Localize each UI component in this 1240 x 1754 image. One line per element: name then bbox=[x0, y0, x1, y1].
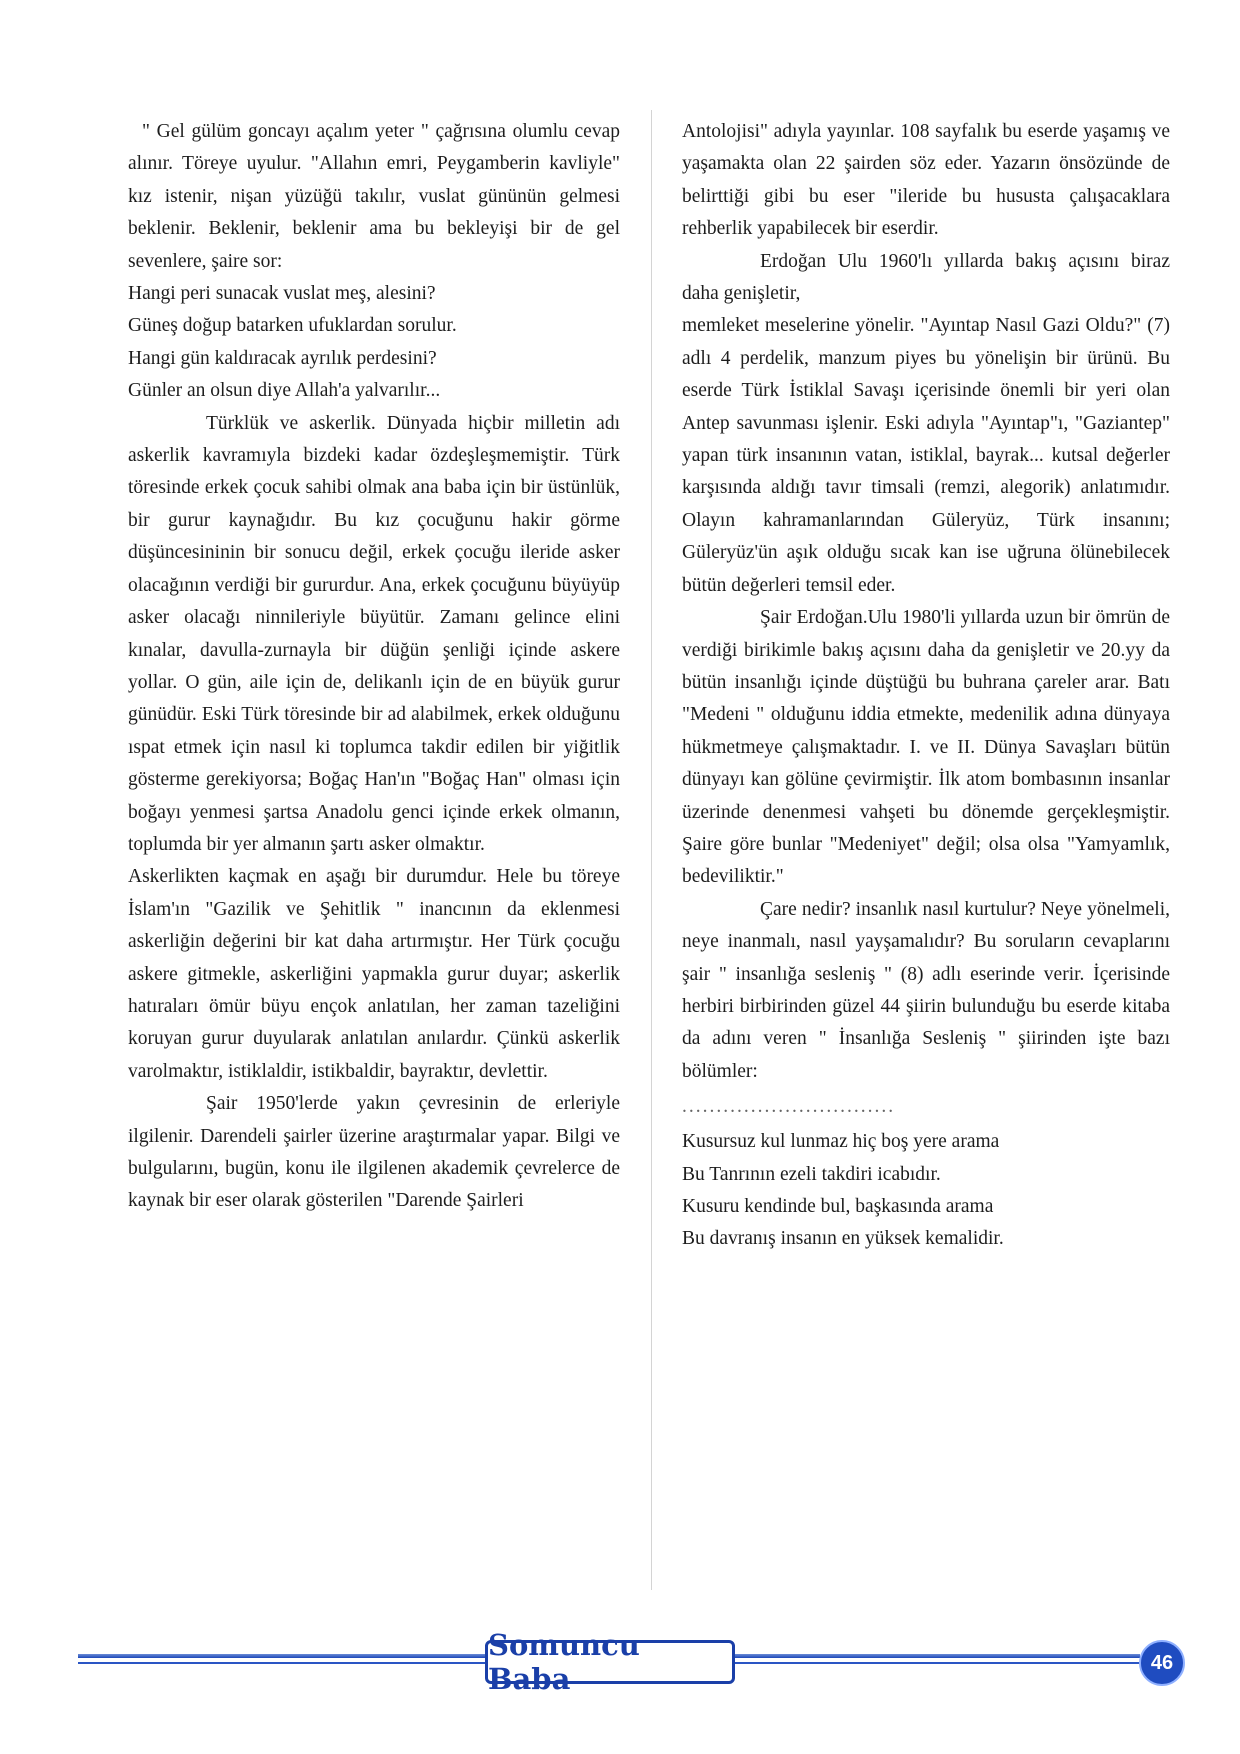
paragraph: Antolojisi" adıyla yayınlar. 108 sayfalık bu eserde yaşamış ve yaşamakta olan 22 şairden söz eder. Yazarın önsözünde de belirttiği gibi bu eser "ileride bu hususta çalışacaklara rehberlik yapabilecek bir eserdir. bbox=[682, 121, 1170, 240]
poem-line: Hangi gün kaldıracak ayrılık perdesini? bbox=[128, 347, 437, 369]
paragraph: Şair 1950'lerde yakın çevresinin de erleriyle ilgilenir. Darendeli şairler üzerine araştırmalar yapar. Bilgi ve bulgularını, bugün, konu ile ilgilenen akademik çevrelerce de kaynak bir eser olarak gösterilen "Darende Şairleri bbox=[128, 1093, 620, 1212]
paragraph: Türklük ve askerlik. Dünyada hiçbir milletin adı askerlik kavramıyla bizdeki kadar özdeşleşmemiştir. Türk töresinde erkek çocuk sahibi olmak ana baba için bir üstünlük, bir gurur kaynağıdır. Bu kız çocuğunu hakir görme düşüncesininin bir sonucu değil, erkek çocuğu ileride asker olacağının verdiği bir gururdur. Ana, erkek çocuğunu büyüyüp asker olacağı ninnileriyle büyütür. Zamanı gelince elini kınalar, davulla-zurnayla bir düğün şenliği içinde askere yollar. O gün, aile için de, delikanlı için de en büyük gurur günüdür. Eski Türk töresinde bir ad alabilmek, erkek olduğunu ıspat etmek için nasıl ki toplumca takdir edilen bir yiğitlik gösterme gerekiyorsa; Boğaç Han'ın "Boğaç Han" olması için boğayı yenmesi şartsa Anadolu genci içinde erkek olmanın, toplumda bir yer almanın şartı asker olmaktır. bbox=[128, 412, 620, 855]
poem-line: Kusuru kendinde bul, başkasında arama bbox=[682, 1196, 994, 1217]
paragraph: Çare nedir? insanlık nasıl kurtulur? Neye yönelmeli, neye inanmalı, nasıl yayşamalıdır? Bu soruların cevaplarını şair " insanlığa sesleniş " (8) adlı eserinde verir. İçerisinde herbiri birbirinden güzel 44 şiirin bulunduğu bu eserde kitaba da adını veren " İnsanlığa Sesleniş " şiirinden işte bazı bölümler: bbox=[682, 898, 1170, 1082]
poem-line: Bu Tanrının ezeli takdiri icabıdır. bbox=[682, 1163, 941, 1185]
right-column bbox=[682, 116, 1170, 1256]
poem-line: Hangi peri sunacak vuslat meş, alesini? bbox=[128, 283, 436, 305]
paragraph: memleket meselerine yönelir. "Ayıntap Nasıl Gazi Oldu?" (7) adlı 4 perdelik, manzum piyes bu yönelişin bir ürünü. Bu eserde Türk İstiklal Savaşı içerisinde önemli bir yeri olan Antep savunması işlenir. Eski adıyla "Ayıntap"ı, "Gaziantep" yapan türk insanının vatan, istiklal, bayrak... kutsal değerler karşısında aldığı tavır timsali (remzi, alegorik) anlatımıdır. Olayın kahramanlarından Güleryüz, Türk insanını; Güleryüz'ün aşık olduğu sıcak kan ise uğruna ölünebilecek bütün değerleri temsil eder. bbox=[682, 315, 1170, 596]
brand-label: Somuncu Baba bbox=[488, 1628, 640, 1696]
left-column bbox=[128, 116, 620, 1218]
poem-line: Kusursuz kul lunmaz hiç boş yere arama bbox=[682, 1131, 1000, 1153]
column-divider bbox=[651, 110, 652, 1590]
paragraph: Erdoğan Ulu 1960'lı yıllarda bakış açısını biraz daha genişletir, bbox=[682, 250, 1170, 305]
page-number: 46 bbox=[1150, 1651, 1174, 1674]
poem-line: Günler an olsun diye Allah'a yalvarılır... bbox=[128, 380, 441, 402]
ellipsis-separator: ............................... bbox=[682, 1096, 896, 1118]
footer-brand-logo bbox=[485, 1628, 735, 1696]
paragraph: " Gel gülüm goncayı açalım yeter " çağrısına olumlu cevap alınır. Töreye uyulur. "Allahın emri, Peygamberin kavliyle" kız istenir, nişan yüzüğü takılır, vuslat gününün gelmesi beklenir. Beklenir, beklenir ama bu bekleyişi bir de gel sevenlere, şaire sor: bbox=[128, 121, 620, 272]
poem-line: Bu davranış insanın en yüksek kemalidir. bbox=[682, 1228, 1004, 1250]
poem-line: Güneş doğup batarken ufuklardan sorulur. bbox=[128, 315, 457, 337]
page-number-badge bbox=[1139, 1640, 1185, 1686]
paragraph: Şair Erdoğan.Ulu 1980'li yıllarda uzun bir ömrün de verdiği birikimle bakış açısını daha da genişletir ve 20.yy da bütün insanlığı içinde düştüğü bu buhrana çareler arar. Batı "Medeni " olduğunu iddia etmekte, medenilik adına dünyaya hükmetmeye çalışmaktadır. I. ve II. Dünya Savaşları bütün dünyayı kan gölüne çevirmiştir. İlk atom bombasının insanlar üzerinde denenmesi vahşeti bu dönemde gerçekleşmiştir. Şaire göre bunlar "Medeniyet" değil; olsa olsa "Yamyamlık, bedeviliktir." bbox=[682, 607, 1170, 888]
paragraph: Askerlikten kaçmak en aşağı bir durumdur. Hele bu töreye İslam'ın "Gazilik ve Şehitlik " inancının da eklenmesi askerliğin değerini bir kat daha artırmıştır. Her Türk çocuğu askere gitmekle, askerliğini yapmakla gurur duyar; askerlik hatıraları ömür büyu ençok anlatılan, her zaman tazeliğini koruyan gurur duyularak anlatılan anılardır. Çünkü askerlik varolmaktır, istiklaldir, istikbaldir, bayraktır, devlettir. bbox=[128, 866, 620, 1082]
